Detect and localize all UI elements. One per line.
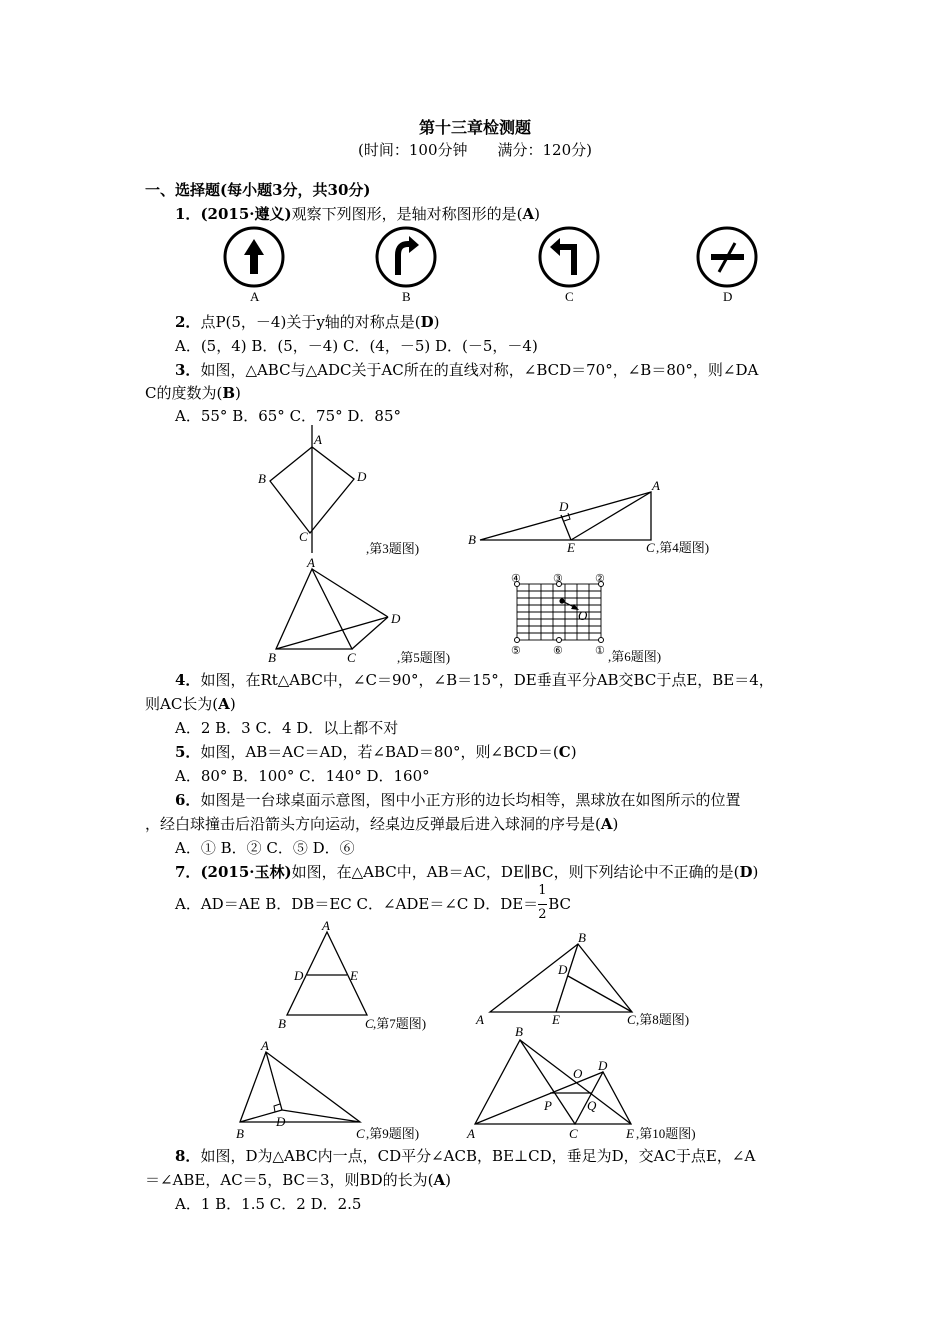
q4-answer: A — [218, 695, 230, 713]
question-4-cont — [145, 694, 236, 714]
fig9-label-a: A — [261, 1038, 269, 1053]
fig4-label-c: C — [646, 540, 655, 555]
fig4-caption: ,第4题图) — [656, 540, 710, 555]
fig5-caption: ,第5题图) — [397, 650, 451, 665]
q3-answer: B — [222, 384, 236, 402]
fig6-caption: ,第6题图) — [608, 649, 662, 664]
q2-close: ) — [433, 313, 440, 331]
page-title: 第十三章检测题 — [418, 118, 531, 137]
q6-close: ) — [612, 815, 619, 833]
fig8-caption: ,第8题图) — [636, 1012, 690, 1027]
q5-close: ) — [570, 743, 577, 761]
q5-text: 如图，AB＝AC＝AD，若∠BAD＝80°，则∠BCD＝( — [200, 743, 559, 761]
q7-close: ) — [752, 863, 759, 881]
q4-text-1: 如图，在Rt△ABC中，∠C＝90°，∠B＝15°，DE垂直平分AB交BC于点E，BE＝4， — [200, 671, 774, 689]
q8-close: ) — [445, 1171, 451, 1189]
q8-text-1: 如图，D为△ABC内一点，CD平分∠ACB，BE⊥CD，垂足为D，交AC于点E，∠A — [200, 1147, 756, 1165]
pool-table-grid — [517, 584, 601, 640]
q4-number: 4． — [175, 671, 201, 689]
fig6-label-6: ⑥ — [553, 645, 563, 657]
q7-number: 7． — [175, 863, 201, 881]
q7-options — [175, 883, 571, 922]
fig6-label-1: ① — [595, 645, 605, 657]
fig5-label-b: B — [268, 650, 276, 665]
question-5 — [175, 742, 577, 762]
q6-number: 6． — [175, 791, 201, 809]
q1-close: ) — [534, 205, 540, 223]
q3-number: 3． — [175, 361, 201, 379]
fig6-label-o: O — [578, 608, 588, 623]
u-turn-arrow-icon — [398, 244, 410, 275]
q3-options: A．55° B．65° C．75° D．85° — [175, 407, 402, 425]
fig6-label-3: ③ — [553, 573, 563, 585]
q1-answer: A — [522, 205, 535, 223]
question-6 — [175, 790, 740, 810]
figure-9 — [230, 1040, 450, 1145]
q7-text: 如图，在△ABC中，AB＝AC，DE∥BC，则下列结论中不正确的是( — [291, 863, 740, 881]
question-8 — [175, 1146, 755, 1166]
q4-text-2: 则AC长为( — [145, 695, 219, 713]
q8-options: A．1 B．1.5 C．2 D．2.5 — [175, 1195, 362, 1213]
fig8-label-c: C — [627, 1012, 636, 1027]
section-heading: 一、选择题(每小题3分，共30分) — [145, 181, 371, 199]
q5-options: A．80° B．100° C．140° D．160° — [175, 767, 430, 785]
fig10-label-e: E — [626, 1126, 634, 1141]
fig7-label-c: C — [365, 1016, 374, 1031]
q3-text-2: C的度数为( — [145, 384, 223, 402]
fig7-label-a: A — [322, 918, 330, 933]
q4-close: ) — [229, 695, 236, 713]
figure-10 — [465, 1022, 735, 1147]
sign-b-circle-icon — [377, 228, 435, 286]
question-1 — [175, 204, 540, 224]
q2-options: A．(5，4) B．(5，－4) C．(4，－5) D．(－5，－4) — [175, 337, 538, 355]
q7-frac-num: 1 — [538, 883, 547, 898]
q7-fraction — [538, 883, 548, 922]
fig3-label-c: C — [299, 529, 308, 544]
q1-source: (2015·遵义) — [200, 205, 292, 223]
q2-answer: D — [420, 313, 434, 331]
fig10-label-d: D — [598, 1058, 608, 1073]
fig4-label-a: A — [652, 478, 660, 493]
fig8-label-d: D — [558, 962, 568, 977]
fig6-label-4: ④ — [511, 573, 521, 585]
fig8-label-e: E — [552, 1012, 560, 1027]
q6-options: A．① B．② C．⑤ D．⑥ — [175, 839, 355, 857]
q8-text-2: ＝∠ABE，AC＝5，BC＝3，则BD的长为( — [145, 1171, 434, 1189]
sign-c — [536, 225, 606, 307]
q6-text-1: 如图是一台球桌面示意图，图中小正方形的边长均相等，黑球放在如图所示的位置 — [200, 791, 741, 809]
q7-frac-tail: BC — [548, 895, 571, 913]
fig10-label-o: O — [573, 1066, 583, 1081]
fig3-label-d: D — [357, 469, 367, 484]
fig10-caption: ,第10题图) — [636, 1126, 696, 1141]
fig6-label-2: ② — [595, 573, 605, 585]
fig9-label-c: C — [356, 1126, 365, 1141]
question-3 — [175, 360, 758, 380]
fig4-label-b: B — [468, 532, 476, 547]
u-turn-arrowhead-icon — [409, 236, 419, 253]
fig9-label-d: D — [276, 1114, 286, 1129]
q3-close: ) — [235, 384, 241, 402]
sign-c-circle-icon — [540, 228, 598, 286]
sign-b-label: B — [402, 289, 411, 304]
q5-number: 5． — [175, 743, 201, 761]
fig3-label-b: B — [258, 471, 266, 486]
fig4-label-e: E — [567, 540, 575, 555]
q4-options: A．2 B．3 C．4 D．以上都不对 — [175, 719, 399, 737]
q6-text-2: ，经白球撞击后沿箭头方向运动，经桌边反弹最后进入球洞的序号是( — [145, 815, 601, 833]
question-3-cont — [145, 383, 241, 403]
fig9-label-b: B — [236, 1126, 244, 1141]
q8-number: 8． — [175, 1147, 201, 1165]
fig10-label-c: C — [569, 1126, 578, 1141]
question-7 — [175, 862, 758, 882]
fig5-label-c: C — [347, 650, 356, 665]
q7-answer: D — [739, 863, 753, 881]
left-turn-arrowhead-icon — [550, 238, 560, 256]
fig10-label-a: A — [467, 1126, 475, 1141]
fig3-label-a: A — [314, 432, 322, 447]
figure-8 — [470, 930, 740, 1030]
sign-a — [220, 225, 290, 307]
figure-4 — [465, 478, 745, 558]
q5-answer: C — [558, 743, 571, 761]
figure-3 — [250, 425, 430, 560]
page-subtitle: (时间：100分钟 满分：120分) — [358, 141, 592, 159]
fig3-caption: ,第3题图) — [366, 541, 420, 556]
fig7-caption: ,第7题图) — [373, 1016, 427, 1031]
question-4 — [175, 670, 774, 690]
fig9-caption: ,第9题图) — [366, 1126, 420, 1141]
question-6-cont — [145, 814, 618, 834]
left-turn-arrow-icon — [558, 247, 574, 275]
fig8-label-a: A — [476, 1012, 484, 1027]
q3-text-1: 如图，△ABC与△ADC关于AC所在的直线对称，∠BCD＝70°，∠B＝80°，则∠DA — [200, 361, 759, 379]
fig7-label-d: D — [294, 968, 304, 983]
fig7-label-e: E — [350, 968, 358, 983]
q7-source: (2015·玉林) — [200, 863, 292, 881]
q8-answer: A — [433, 1171, 446, 1189]
fig10-label-q: Q — [587, 1098, 597, 1113]
q2-number: 2． — [175, 313, 201, 331]
fig10-label-b: B — [515, 1024, 523, 1039]
sign-c-label: C — [565, 289, 574, 304]
figure-5 — [260, 555, 475, 670]
sign-b — [373, 225, 443, 307]
q1-number: 1． — [175, 205, 201, 223]
fig6-label-5: ⑤ — [511, 645, 521, 657]
arrow-up-icon — [244, 239, 264, 274]
fig4-label-d: D — [559, 499, 569, 514]
fig7-label-b: B — [278, 1016, 286, 1031]
figure-6 — [505, 572, 690, 667]
sign-d — [695, 225, 765, 307]
sign-a-label: A — [250, 289, 260, 304]
fig8-label-b: B — [578, 930, 586, 945]
question-8-cont — [145, 1170, 451, 1190]
fig5-label-d: D — [391, 611, 401, 626]
q6-answer: A — [600, 815, 613, 833]
figure-7 — [275, 920, 455, 1035]
q7-frac-den: 2 — [538, 907, 547, 922]
fig5-label-a: A — [307, 555, 315, 570]
question-2 — [175, 312, 440, 332]
fig10-label-p: P — [544, 1098, 552, 1113]
q7-options-text: A．AD＝AE B．DB＝EC C．∠ADE＝∠C D．DE＝ — [175, 895, 539, 913]
sign-d-label: D — [723, 289, 733, 304]
q2-text: 点P(5，－4)关于y轴的对称点是( — [200, 313, 421, 331]
q1-text: 观察下列图形，是轴对称图形的是( — [291, 205, 523, 223]
